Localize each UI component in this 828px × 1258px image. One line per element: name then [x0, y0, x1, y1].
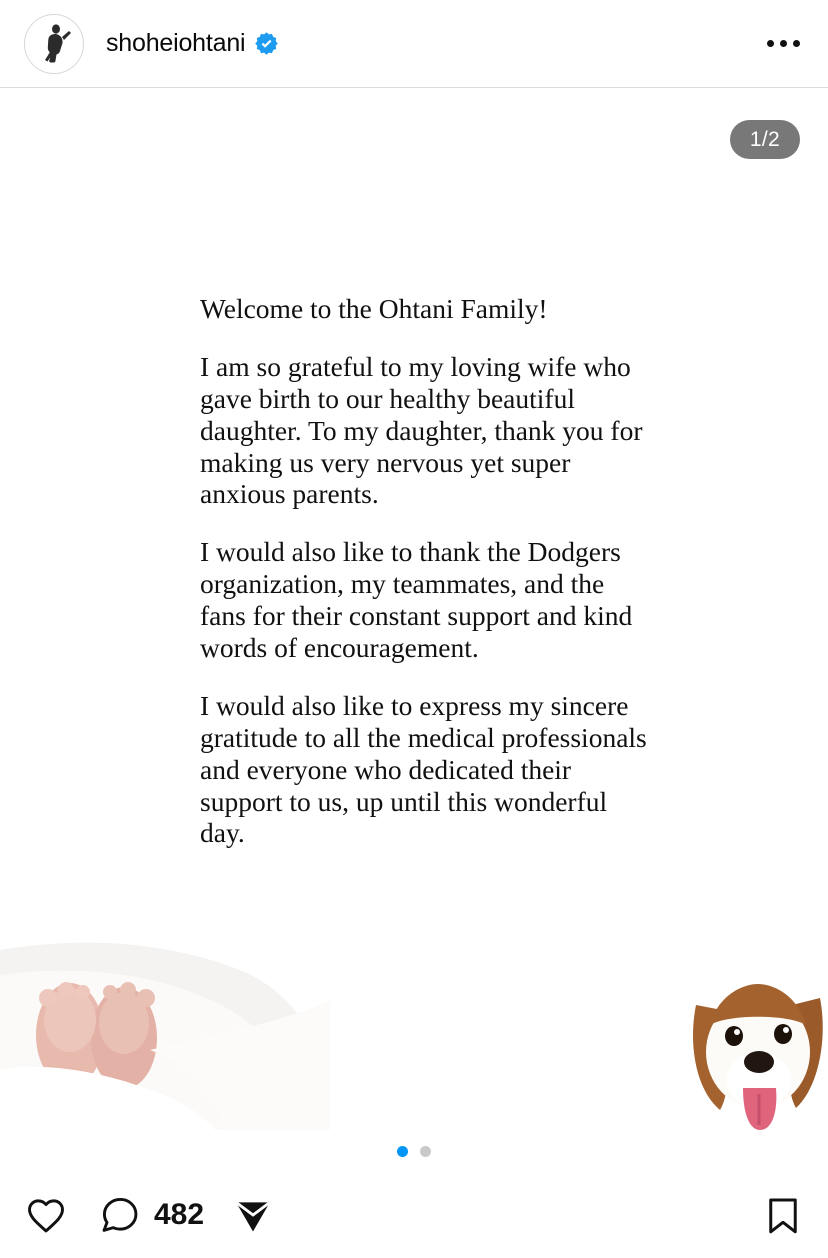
username-label[interactable]: shoheiohtani	[106, 29, 246, 57]
post-media[interactable]	[0, 88, 828, 1130]
share-paper-plane-icon	[230, 1192, 276, 1238]
caption-paragraph: I would also like to express my sincere gratitude to all the medical professionals and everyone who dedicated their support to us, up until this wonderful day.	[200, 689, 647, 849]
more-dot	[767, 40, 774, 47]
save-button[interactable]	[762, 1194, 804, 1236]
comment-bubble-icon	[98, 1193, 142, 1237]
carousel-dot-1[interactable]	[397, 1146, 408, 1157]
caption-paragraph: I am so grateful to my loving wife who gave birth to our healthy beautiful daughter. To my daughter, thank you for making us very nervous yet super anxious parents.	[200, 350, 643, 510]
avatar[interactable]	[24, 14, 84, 74]
dog-photo	[688, 970, 828, 1130]
verified-badge-icon	[254, 31, 279, 56]
post-action-bar	[0, 1172, 828, 1258]
caption-paragraph: I would also like to thank the Dodgers organization, my teammates, and the fans for their constant support and kind words of encouragement.	[200, 536, 633, 664]
bookmark-icon	[762, 1194, 804, 1236]
caption-paragraph: Welcome to the Ohtani Family!	[200, 293, 548, 324]
more-dot	[793, 40, 800, 47]
username-group[interactable]	[106, 29, 279, 58]
heart-icon	[24, 1193, 68, 1237]
carousel-dots[interactable]	[0, 1130, 828, 1172]
carousel-counter: 1/2	[730, 120, 800, 159]
comment-count: 482	[154, 1198, 205, 1231]
like-button[interactable]	[24, 1193, 68, 1237]
photo-strip	[0, 940, 828, 1130]
comment-button[interactable]	[98, 1193, 142, 1237]
more-options-button[interactable]	[763, 32, 804, 55]
caption-image-text	[200, 293, 650, 849]
post-header	[0, 0, 828, 88]
baby-feet-photo	[0, 940, 330, 1130]
carousel-dot-2[interactable]	[420, 1146, 431, 1157]
more-dot	[780, 40, 787, 47]
profile-avatar-icon	[26, 16, 82, 72]
share-button[interactable]	[230, 1192, 276, 1238]
